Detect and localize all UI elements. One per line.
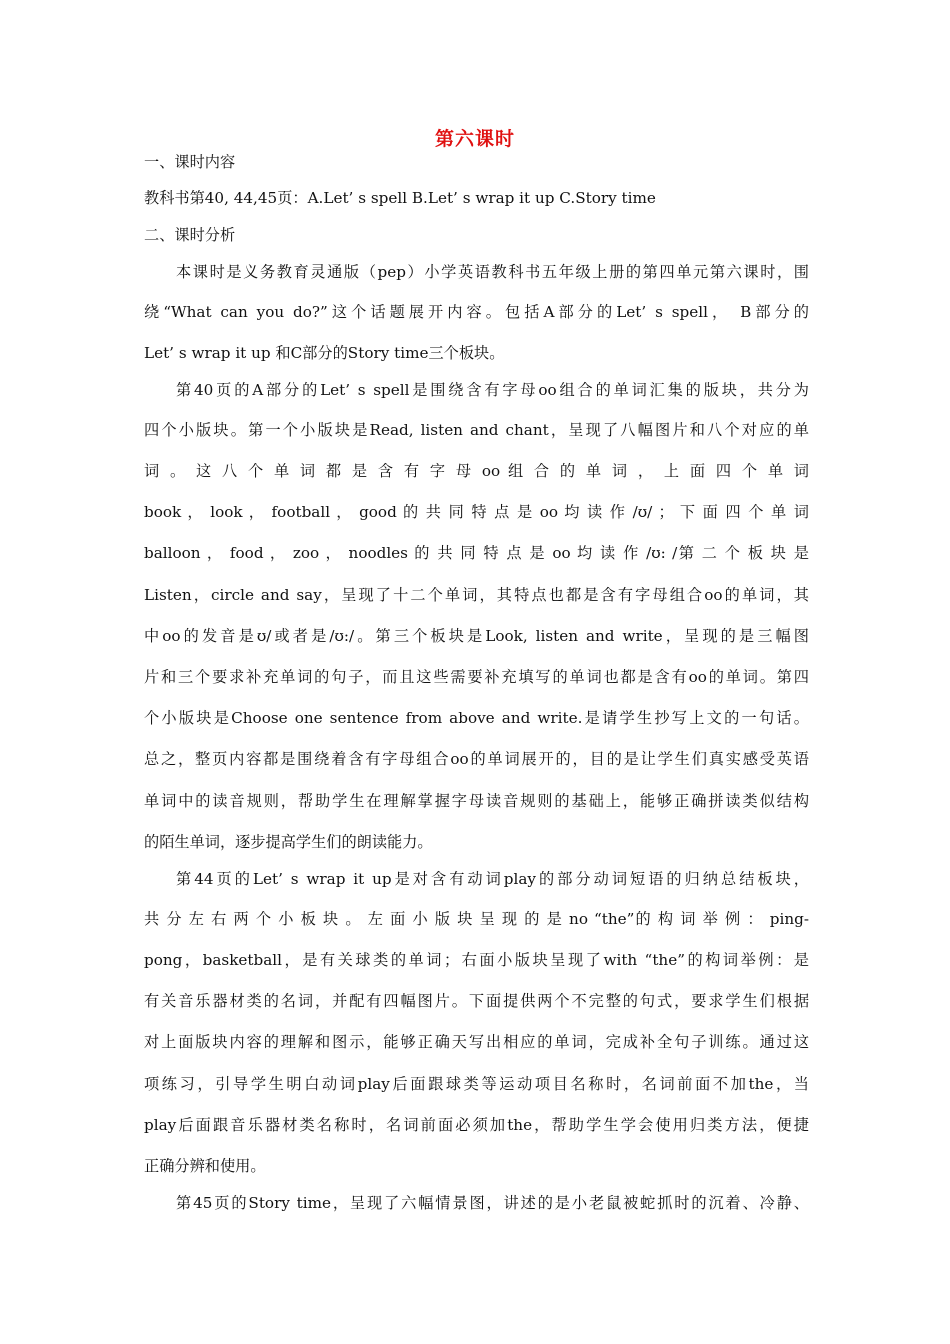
para2-line: 四个小版块。第一个小版块是Read, listen and chant，呈现了八幅图片和八个对应的单: [144, 421, 809, 439]
section-heading-content: 一、课时内容: [144, 153, 236, 171]
para3-line: play后面跟音乐器材类名称时，名词前面必须加the，帮助学生学会使用归类方法，便捷: [144, 1116, 809, 1134]
section-heading-analysis: 二、课时分析: [144, 226, 236, 244]
para3-line: 第44页的Let’ s wrap it up是对含有动词play的部分动词短语的归纳总结板块，: [176, 870, 809, 888]
para2-line: 词 。 这 八 个 单 词 都 是 含 有 字 母 oo 组 合 的 单 词 ， 上 面 四 个 单 词: [144, 462, 809, 480]
para2-line: book ， look ， football ， good 的 共 同 特 点 是 oo 均 读 作 /ʊ/ ； 下 面 四 个 单 词: [144, 503, 809, 521]
para3-line: pong，basketball，是有关球类的单词；右面小版块呈现了with “the”的构词举例：是: [144, 951, 809, 969]
para4-line: 第45页的Story time，呈现了六幅情景图，讲述的是小老鼠被蛇抓时的沉着、冷静、: [176, 1194, 809, 1212]
para2-line: 的陌生单词，逐步提高学生们的朗读能力。: [144, 833, 433, 851]
para3-line: 对上面版块内容的理解和图示，能够正确天写出相应的单词，完成补全句子训练。通过这: [144, 1033, 809, 1051]
para3-line: 有关音乐器材类的名词，并配有四幅图片。下面提供两个不完整的句式，要求学生们根据: [144, 992, 809, 1010]
page-title: 第六课时: [434, 128, 515, 150]
para3-line: 共 分 左 右 两 个 小 板 块 。 左 面 小 版 块 呈 现 的 是 no “the”的 构 词 举 例 ： ping-: [144, 910, 809, 928]
textbook-pages-line: 教科书第40, 44,45页：A.Let’ s spell B.Let’ s wrap it up C.Story time: [144, 189, 656, 207]
para2-line: 中oo的发音是ʊ/或者是/ʊ:/。第三个板块是Look, listen and write，呈现的是三幅图: [144, 627, 809, 645]
para1-line: 本课时是义务教育灵通版（pep）小学英语教科书五年级上册的第四单元第六课时，围: [176, 263, 809, 281]
para1-line: 绕“What can you do?”这个话题展开内容。包括A部分的Let’ s spell， B部分的: [144, 303, 809, 321]
para2-line: 第40页的A部分的Let’ s spell是围绕含有字母oo组合的单词汇集的版块，共分为: [176, 381, 809, 399]
para3-line: 正确分辨和使用。: [144, 1157, 266, 1175]
para2-line: 个小版块是Choose one sentence from above and write.是请学生抄写上文的一句话。: [144, 709, 809, 727]
para1-line: Let’ s wrap it up 和C部分的Story time三个板块。: [144, 344, 505, 362]
para2-line: Listen，circle and say，呈现了十二个单词，其特点也都是含有字母组合oo的单词，其: [144, 586, 809, 604]
para2-line: 单词中的读音规则，帮助学生在理解掌握字母读音规则的基础上，能够正确拼读类似结构: [144, 792, 809, 810]
para2-line: balloon ， food ， zoo ， noodles 的 共 同 特 点 是 oo 均 读 作 /ʊ: /第 二 个 板 块 是: [144, 544, 809, 562]
para3-line: 项练习，引导学生明白动词play后面跟球类等运动项目名称时，名词前面不加the，当: [144, 1075, 809, 1093]
para2-line: 总之，整页内容都是围绕着含有字母组合oo的单词展开的，目的是让学生们真实感受英语: [144, 750, 809, 768]
para2-line: 片和三个要求补充单词的句子，而且这些需要补充填写的单词也都是含有oo的单词。第四: [144, 668, 809, 686]
